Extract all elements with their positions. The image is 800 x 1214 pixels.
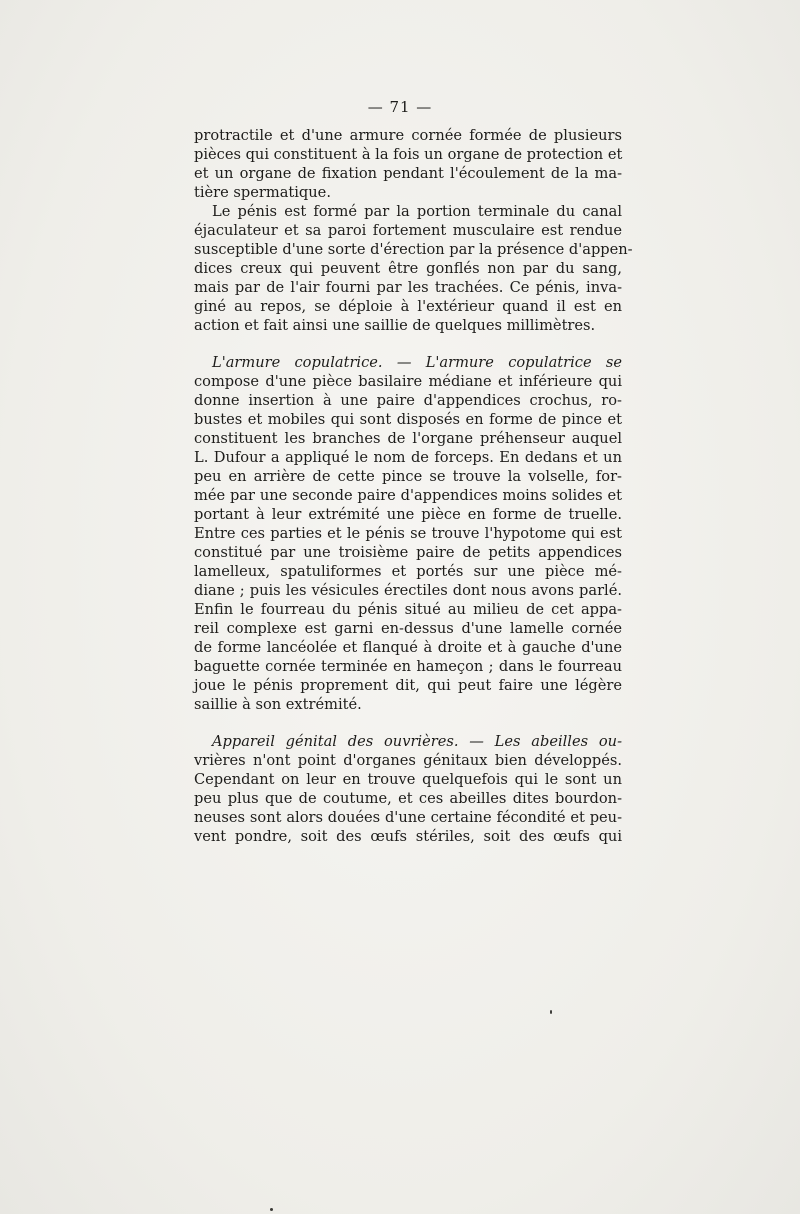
text-line: constitué par une troisième paire de petits appendices bbox=[194, 544, 622, 561]
paragraph-1 bbox=[194, 126, 622, 202]
paragraph-2 bbox=[194, 202, 633, 335]
text-line: Le pénis est formé par la portion terminale du canal bbox=[212, 203, 622, 220]
text-line: L. Dufour a appliqué le nom de forceps. En dedans et un bbox=[194, 449, 622, 466]
text-line: neuses sont alors douées d'une certaine fécondité et peu- bbox=[194, 809, 622, 826]
text-line: éjaculateur et sa paroi fortement musculaire est rendue bbox=[194, 222, 622, 239]
text-line: Enfin le fourreau du pénis situé au milieu de cet appa- bbox=[194, 601, 622, 618]
text-line: diane ; puis les vésicules érectiles dont nous avons parlé. bbox=[194, 582, 622, 599]
text-line: peu plus que de coutume, et ces abeilles dites bourdon- bbox=[194, 790, 622, 807]
paragraph-appareil-genital-ouvrieres bbox=[194, 732, 622, 846]
text-line: de forme lancéolée et flanqué à droite et à gauche d'une bbox=[194, 639, 622, 656]
section-heading-line: Appareil génital des ouvrières. — Les abeilles ou- bbox=[212, 733, 622, 750]
text-line: vent pondre, soit des œufs stériles, soit des œufs qui bbox=[194, 828, 622, 845]
text-line: compose d'une pièce basilaire médiane et inférieure qui bbox=[194, 373, 622, 390]
text-line: lamelleux, spatuliformes et portés sur une pièce mé- bbox=[194, 563, 622, 580]
text-line: pièces qui constituent à la fois un organe de protection et bbox=[194, 146, 623, 163]
text-line: Entre ces parties et le pénis se trouve l'hypotome qui est bbox=[194, 525, 622, 542]
text-line: dices creux qui peuvent être gonflés non par du sang, bbox=[194, 260, 622, 277]
text-line: giné au repos, se déploie à l'extérieur quand il est en bbox=[194, 298, 622, 315]
text-line: saillie à son extrémité. bbox=[194, 696, 362, 713]
paragraph-armure-copulatrice bbox=[194, 353, 622, 714]
print-speck bbox=[270, 1208, 273, 1211]
text-line: mais par de l'air fourni par les trachées. Ce pénis, inva- bbox=[194, 279, 622, 296]
text-line: action et fait ainsi une saillie de quelques millimètres. bbox=[194, 317, 596, 334]
text-line: peu en arrière de cette pince se trouve la volselle, for- bbox=[194, 468, 622, 485]
text-line: Cependant on leur en trouve quelquefois qui le sont un bbox=[194, 771, 622, 788]
text-line: susceptible d'une sorte d'érection par la présence d'appen- bbox=[194, 241, 633, 258]
text-line: vrières n'ont point d'organes génitaux bien développés. bbox=[194, 752, 622, 769]
text-line: bustes et mobiles qui sont disposés en forme de pince et bbox=[194, 411, 622, 428]
print-speck bbox=[550, 1010, 552, 1014]
text-line: reil complexe est garni en-dessus d'une lamelle cornée bbox=[194, 620, 622, 637]
page-number: — 71 — bbox=[367, 98, 433, 116]
body-text bbox=[194, 126, 633, 846]
text-line: donne insertion à une paire d'appendices crochus, ro- bbox=[194, 392, 622, 409]
text-line: tière spermatique. bbox=[194, 184, 331, 201]
text-line: et un organe de fixation pendant l'écoulement de la ma- bbox=[194, 165, 622, 182]
text-line: protractile et d'une armure cornée formée de plusieurs bbox=[194, 127, 622, 144]
text-line: baguette cornée terminée en hameçon ; dans le fourreau bbox=[194, 658, 622, 675]
text-line: portant à leur extrémité une pièce en forme de truelle. bbox=[194, 506, 622, 523]
text-line: constituent les branches de l'organe préhenseur auquel bbox=[194, 430, 622, 447]
text-line: joue le pénis proprement dit, qui peut faire une légère bbox=[194, 677, 622, 694]
section-heading-line: L'armure copulatrice. — L'armure copulatrice se bbox=[212, 354, 622, 371]
text-line: mée par une seconde paire d'appendices moins solides et bbox=[194, 487, 622, 504]
